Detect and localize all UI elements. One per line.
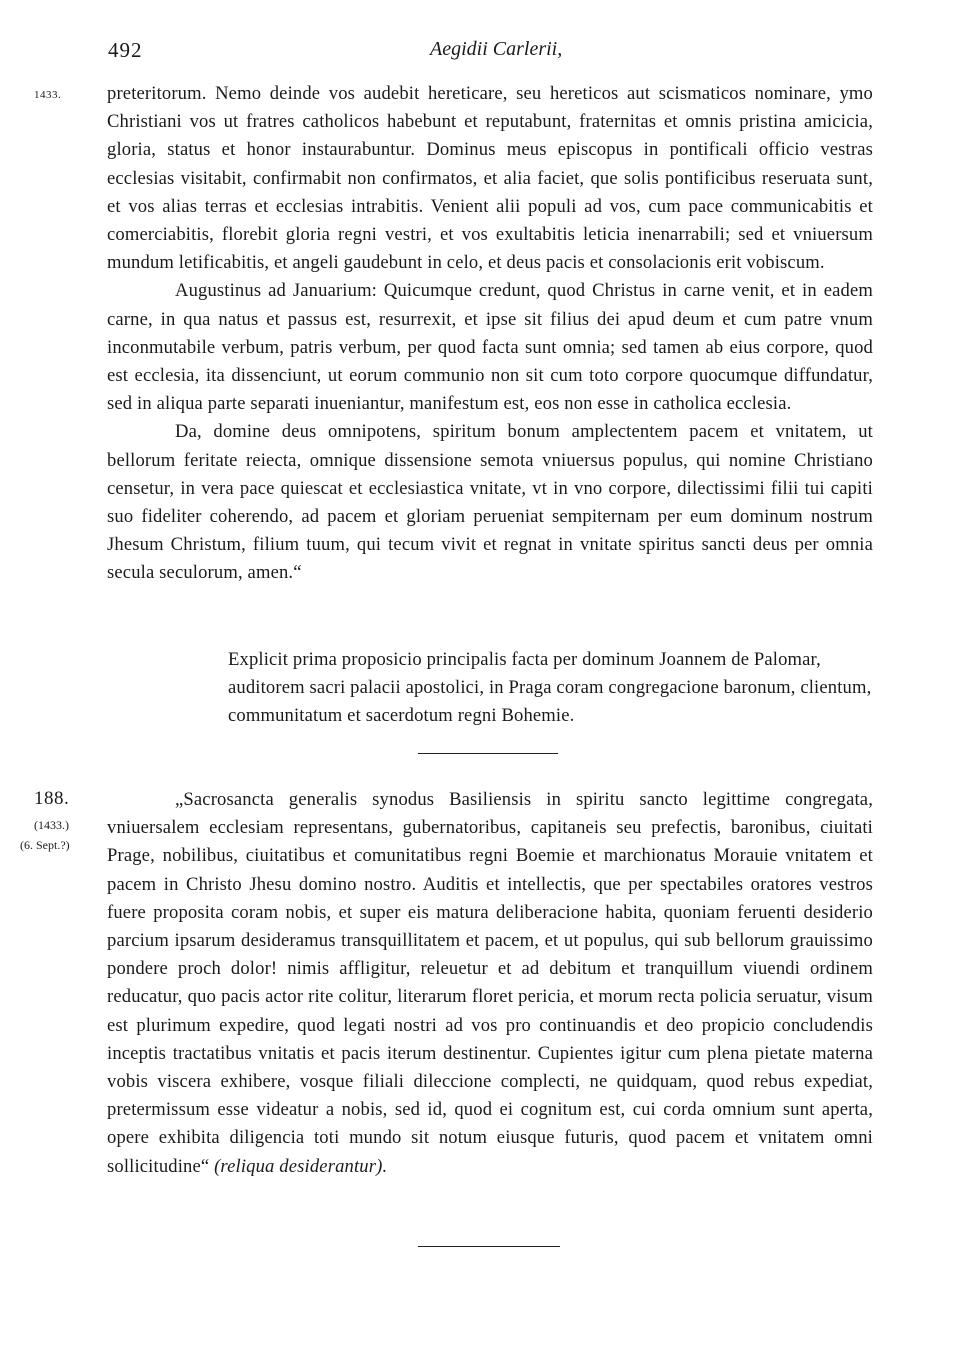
explicit-text: Explicit prima proposicio principalis facta per dominum Joannem de Palomar, auditorem sacri palacii apostolici, in Praga coram congregacione baronum, clientum, communitatum et sacerdotum regni Bohemie. bbox=[228, 649, 872, 727]
letter-paragraph bbox=[107, 786, 873, 1181]
document-date: (6. Sept.?) bbox=[20, 838, 70, 852]
explicit-note bbox=[228, 646, 873, 731]
page-number: 492 bbox=[108, 38, 143, 62]
letter-text: „Sacrosancta generalis synodus Basiliensis in spiritu sancto legittime congregata, vniuersalem ecclesiam representans, gubernatoribus, capitaneis seu prefectis, baronibus, ciuitati Prage, nobilibus, ciuitatibus et comunitatibus regni Boemie et marchionatus Morauie vnitatem et pacem in Christo Jhesu domino nostro. Auditis et intellectis, que per spectabiles oratores vestros fuere proposita coram nobis, et super eis matura deliberacione habita, quoniam feruenti desiderio parcium ipsarum desideramus transquillitatem et pacem, et ut populus, qui sub bellorum grauissimo pondere proch dolor! nimis affligitur, releuetur et ad debitum et tranquillum viuendi ordinem reducatur, quo pacis actor rite colitur, literarum floret pericia, et morum recta policia seruatur, visum est plurimum expedire, quod legati nostri ad vos pro continuandis et deo propicio concludendis inceptis tractatibus vnitatis et pacis iterum destinentur. Cupientes igitur cum plena pietate materna vobis viscera exhibere, vosque filiali dileccione complecti, ne quidquam, quod rebus expediat, pretermissum esse videatur a nobis, sed id, quod ei cognitum est, cui corda omnium sunt aperta, opere exhibita diligencia toti mundo sit notum eiusque futuris, quod pacem et vnitatem omni sollicitudine“ bbox=[107, 789, 873, 1177]
running-head: Aegidii Carlerii, bbox=[430, 38, 563, 60]
paragraph-2: Augustinus ad Januarium: Quicumque credunt, quod Christus in carne venit, et in eadem carne, in qua natus et passus est, resurrexit, et ipse sit filius dei apud deum et cum patre vnum inconmutabile verbum, patris verbum, per quod facta sunt omnia; sed tamen ab eius corpore, quod est ecclesia, ita dissenciunt, ut eorum communio non sit cum toto corpore quocumque diffundatur, sed in aliqua parte separati inueniantur, manifestum est, eos non esse in catholica ecclesia. bbox=[107, 280, 873, 415]
paragraph-1: preteritorum. Nemo deinde vos audebit hereticare, seu hereticos aut scismaticos nominare, ymo Christiani vos ut fratres catholicos habebunt et reputabunt, fraternitas et omnis pristina amicicia, gloria, status et honor instaurabuntur. Dominus meus episcopus in pontificali officio vestras ecclesias visitabit, confirmabit non confirmatos, et alia faciet, que solis pontificibus reseruata sunt, et vos alias terras et ecclesias intrabitis. Venient alii populi ad vos, cum pace communicabitis et comerciabitis, florebit gloria regni vestri, et vos exultabitis leticia inenarrabili; sed et vniuersum mundum letificabitis, et angeli gaudebunt in celo, et deus pacis et consolacionis erit vobiscum. bbox=[107, 83, 873, 274]
section-2-body bbox=[107, 786, 873, 1181]
page-header bbox=[108, 38, 870, 66]
margin-year: 1433. bbox=[34, 89, 62, 101]
paragraph-3: Da, domine deus omnipotens, spiritum bonum amplectentem pacem et vnitatem, ut bellorum feritate reiecta, omnique dissensione semota vniuersus populus, qui nomine Christiano censetur, in vera pace quiescat et ecclesiastica vnitate, vt in vno corpore, dilectissimi filii tui capiti suo fideliter coherendo, ad pacem et gloriam perueniat sempiternam per eum dominum nostrum Jhesum Christum, filium tuum, qui tecum vivit et regnat in vnitate spiritus sancti deus per omnia secula seculorum, amen.“ bbox=[107, 421, 873, 584]
lacuna-note: (reliqua desiderantur). bbox=[214, 1155, 388, 1177]
section-divider bbox=[418, 753, 558, 754]
document-number: 188. bbox=[34, 788, 70, 809]
end-divider bbox=[418, 1246, 560, 1247]
document-year: (1433.) bbox=[34, 818, 69, 832]
section-1-body bbox=[107, 80, 873, 588]
